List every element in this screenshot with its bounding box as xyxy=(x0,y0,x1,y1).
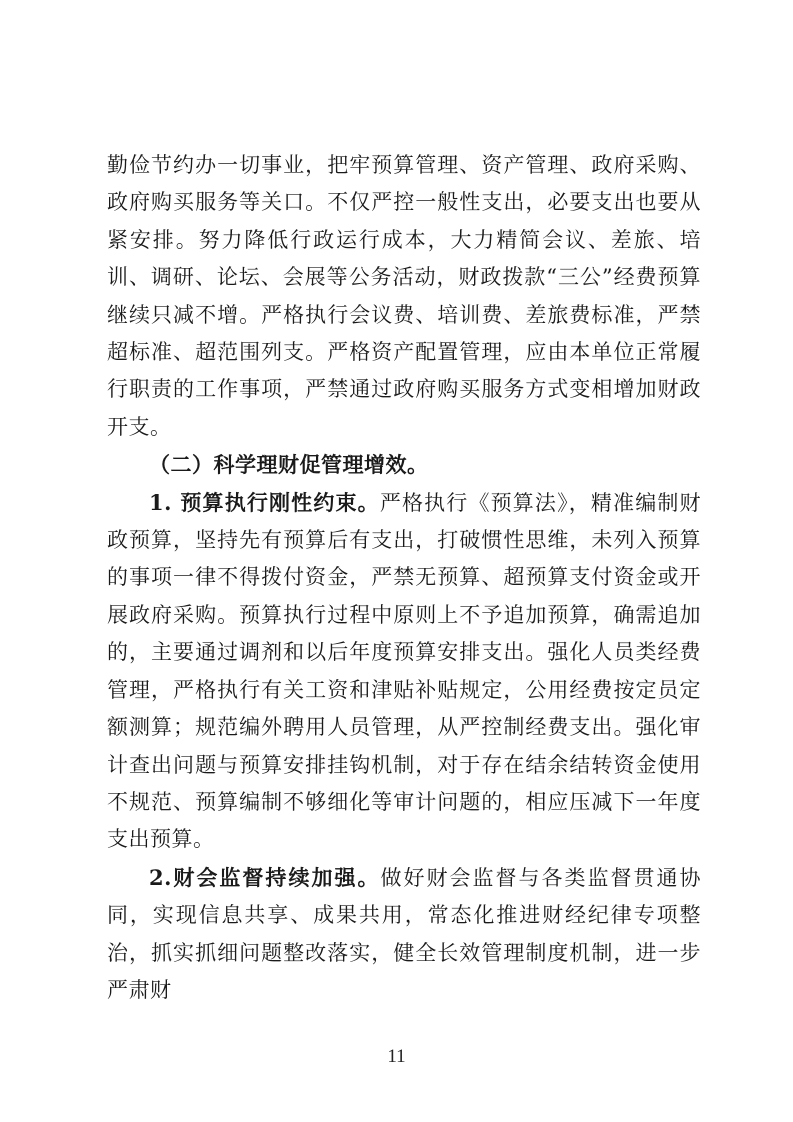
document-body xyxy=(107,147,701,1009)
section-heading-text: （二）科学理财促管理增效。 xyxy=(149,452,429,478)
paragraph-accounting-supervision xyxy=(107,859,701,1010)
paragraph-text: 严格执行《预算法》，精准编制财政预算，坚持先有预算后有支出，打破惯性思维，未列入预算的事项一律不得拨付资金，严禁无预算、超预算支付资金或开展政府采购。预算执行过程中原则上不予追加预算，确需追加的，主要通过调剂和以后年度预算安排支出。强化人员类经费管理，严格执行有关工资和津贴补贴规定，公用经费按定员定额测算；规范编外聘用人员管理，从严控制经费支出。强化审计查出问题与预算安排挂钩机制，对于存在结余结转资金使用不规范、预算编制不够细化等审计问题的，相应压减下一年度支出预算。 xyxy=(107,490,702,852)
section-heading xyxy=(107,446,701,483)
paragraph-text: 做好财会监督与各类监督贯通协同，实现信息共享、成果共用，常态化推进财经纪律专项整治，抓实抓细问题整改落实，健全长效管理制度机制，进一步严肃财 xyxy=(107,865,701,1002)
paragraph-lead: 2.财会监督持续加强。 xyxy=(149,864,381,890)
page-number: 11 xyxy=(387,1046,406,1067)
paragraph-lead: 1. 预算执行刚性约束。 xyxy=(149,489,380,515)
paragraph-continuation xyxy=(107,147,701,446)
paragraph-text: 勤俭节约办一切事业，把牢预算管理、资产管理、政府采购、政府购买服务等关口。不仅严控一般性支出，必要支出也要从紧安排。努力降低行政运行成本，大力精简会议、差旅、培训、调研、论坛、会展等公务活动，财政拨款“三公”经费预算继续只减不增。严格执行会议费、培训费、差旅费标准，严禁超标准、超范围列支。严格资产配置管理，应由本单位正常履行职责的工作事项，严禁通过政府购买服务方式变相增加财政开支。 xyxy=(107,153,701,439)
paragraph-budget-execution xyxy=(107,484,701,859)
